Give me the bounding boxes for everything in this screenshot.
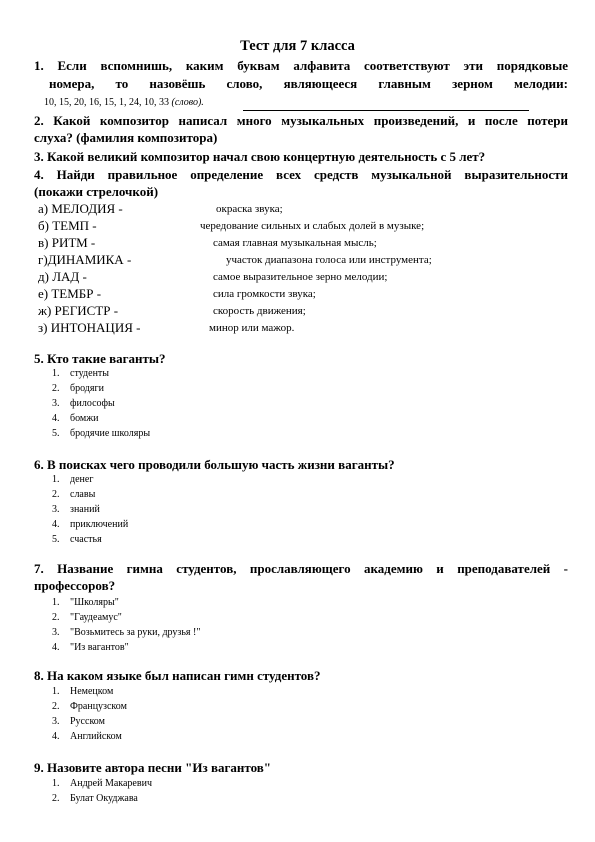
question-7-line-2: профессоров? — [34, 578, 116, 593]
option: 3. Русском — [52, 716, 105, 727]
question-1-line-2: номера, то назовёшь слово, являющееся главным зерном мелодии: — [49, 76, 568, 91]
option: 1. Немецком — [52, 686, 114, 697]
question-1-line-1: 1. Если вспомнишь, каким буквам алфавита соответствуют эти порядковые — [34, 58, 568, 73]
answer-line — [243, 110, 529, 111]
option: 2. "Гаудеамус" — [52, 612, 122, 623]
question-7-options — [52, 595, 200, 655]
term-register: ж) РЕГИСТР - — [38, 303, 119, 318]
question-1-hint: (слово). — [171, 97, 204, 108]
question-5-options — [52, 366, 150, 441]
option: 3. знаний — [52, 504, 100, 515]
option: 4. приключений — [52, 519, 129, 530]
option: 2. Булат Окуджава — [52, 793, 138, 804]
term-timbre: е) ТЕМБР - — [38, 286, 102, 301]
option: 3. философы — [52, 398, 115, 409]
question-9: 9. Назовите автора песни "Из вагантов" — [34, 760, 272, 775]
option: 4. Английском — [52, 731, 122, 742]
term-intonation: з) ИНТОНАЦИЯ - — [38, 320, 141, 335]
question-2-line-2: слуха? (фамилия композитора) — [34, 130, 218, 145]
option: 1. денег — [52, 474, 94, 485]
term-tempo: б) ТЕМП - — [38, 218, 97, 233]
term-rhythm: в) РИТМ - — [38, 235, 96, 250]
definition-8: минор или мажор. — [209, 322, 295, 334]
page-title: Тест для 7 класса — [240, 38, 355, 54]
question-6: 6. В поисках чего проводили большую часть жизни ваганты? — [34, 457, 395, 472]
definition-5: самое выразительное зерно мелодии; — [213, 271, 388, 283]
definition-7: скорость движения; — [213, 305, 306, 317]
option: 1. "Школяры" — [52, 597, 119, 608]
option: 3. "Возьмитесь за руки, друзья !" — [52, 627, 201, 638]
question-1-code-line — [44, 97, 204, 109]
question-7-line-1: 7. Название гимна студентов, прославляющего академию и преподавателей - — [34, 561, 568, 576]
question-8-options — [52, 684, 127, 744]
question-1-numbers: 10, 15, 20, 16, 15, 1, 24, 10, 33 — [44, 97, 169, 108]
option: 1. студенты — [52, 368, 110, 379]
definition-1: окраска звука; — [216, 203, 283, 215]
option: 2. бродяги — [52, 383, 104, 394]
question-8: 8. На каком языке был написан гимн студентов? — [34, 668, 321, 683]
definition-3: самая главная музыкальная мысль; — [213, 237, 377, 249]
definition-2: чередование сильных и слабых долей в музыке; — [200, 220, 425, 232]
question-3: 3. Какой великий композитор начал свою концертную деятельность с 5 лет? — [34, 149, 486, 164]
term-dynamics: г)ДИНАМИКА - — [38, 252, 132, 267]
question-4-line-1: 4. Найди правильное определение всех средств музыкальной выразительности — [34, 167, 568, 182]
question-6-options — [52, 472, 128, 547]
question-4-line-2: (покажи стрелочкой) — [34, 184, 159, 199]
term-mode: д) ЛАД - — [38, 269, 87, 284]
question-2-line-1: 2. Какой композитор написал много музыкальных произведений, и после потери — [34, 113, 568, 128]
option: 5. бродячие школяры — [52, 428, 151, 439]
definition-4: участок диапазона голоса или инструмента; — [226, 254, 432, 266]
option: 2. Французском — [52, 701, 127, 712]
question-5: 5. Кто такие ваганты? — [34, 351, 166, 366]
option: 4. бомжи — [52, 413, 99, 424]
option: 4. "Из вагантов" — [52, 642, 129, 653]
definition-6: сила громкости звука; — [213, 288, 316, 300]
option: 1. Андрей Макаревич — [52, 778, 152, 789]
question-9-options — [52, 776, 152, 806]
term-melody: а) МЕЛОДИЯ - — [38, 201, 123, 216]
option: 2. славы — [52, 489, 96, 500]
option: 5. счастья — [52, 534, 102, 545]
